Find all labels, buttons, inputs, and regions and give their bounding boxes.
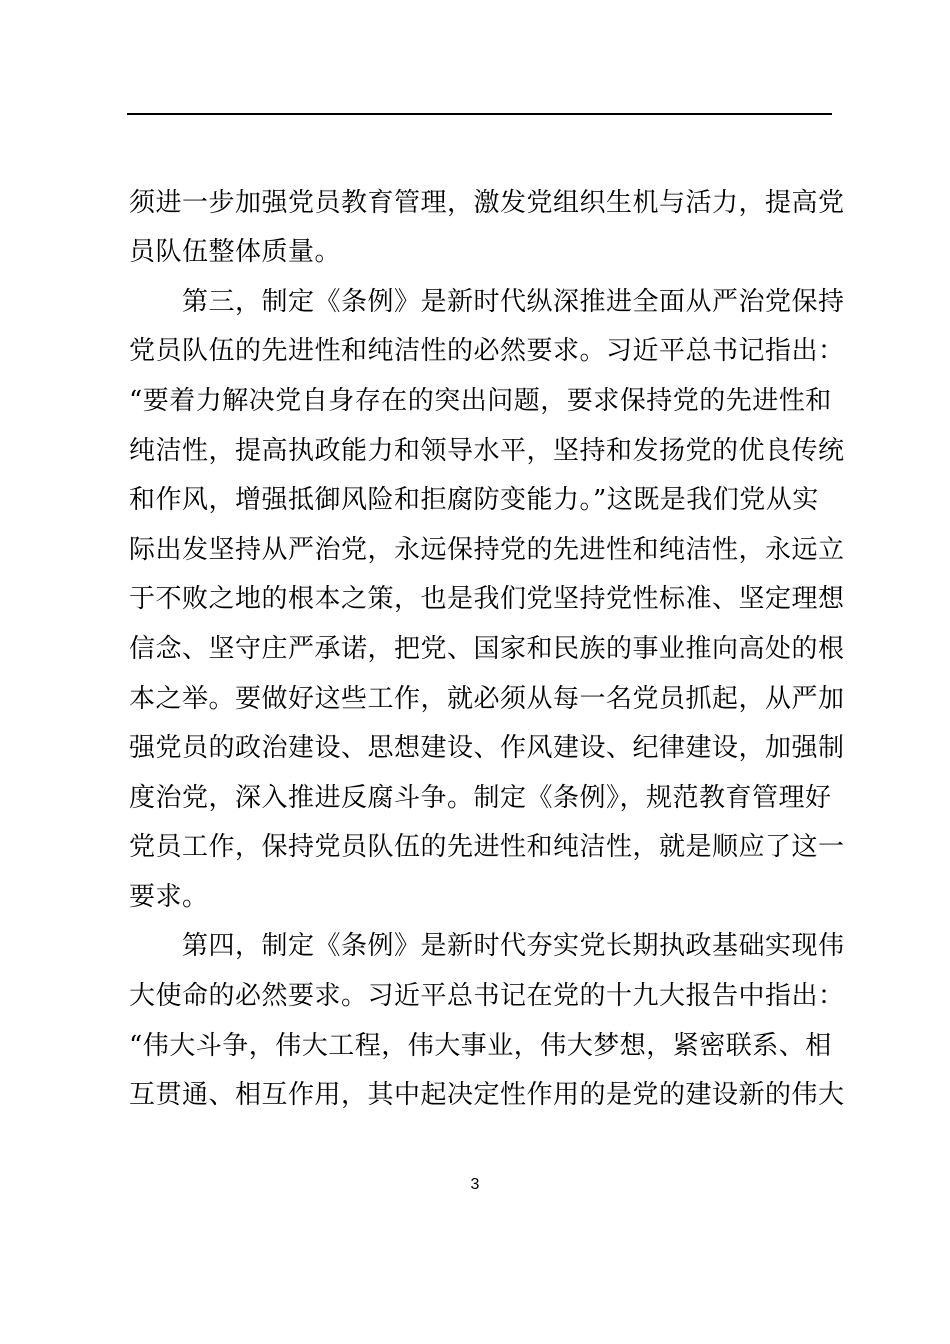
text-line: 党员工作，保持党员队伍的先进性和纯洁性，就是顺应了这一	[129, 832, 845, 862]
text-line: 度治党，深入推进反腐斗争。制定《条例》，规范教育管理好	[129, 783, 832, 813]
text-line: 于不败之地的根本之策，也是我们党坚持党性标准、坚定理想	[129, 584, 845, 614]
text-line: 强党员的政治建设、思想建设、作风建设、纪律建设，加强制	[129, 733, 845, 763]
text-line: 和作风，增强抵御风险和拒腐防变能力。”这既是我们党从实	[129, 485, 819, 515]
text-line: 第三，制定《条例》是新时代纵深推进全面从严治党保持	[129, 287, 845, 317]
text-line: 信念、坚守庄严承诺，把党、国家和民族的事业推向高处的根	[129, 634, 845, 664]
text-line: 互贯通、相互作用，其中起决定性作用的是党的建设新的伟大	[129, 1080, 845, 1110]
text-line: “伟大斗争，伟大工程，伟大事业，伟大梦想，紧密联系、相	[129, 1031, 832, 1061]
text-line: 要求。	[129, 882, 209, 912]
text-line: 员队伍整体质量。	[129, 237, 342, 267]
text-line: 际出发坚持从严治党，永远保持党的先进性和纯洁性，永远立	[129, 535, 845, 565]
text-line: 第四，制定《条例》是新时代夯实党长期执政基础实现伟	[129, 931, 845, 961]
text-line: 本之举。要做好这些工作，就必须从每一名党员抓起，从严加	[129, 684, 845, 714]
text-line: 纯洁性，提高执政能力和领导水平，坚持和发扬党的优良传统	[129, 436, 845, 466]
page-number: 3	[470, 1176, 480, 1193]
text-line: 党员队伍的先进性和纯洁性的必然要求。习近平总书记指出：	[129, 336, 845, 366]
text-line: 大使命的必然要求。习近平总书记在党的十九大报告中指出：	[129, 981, 845, 1011]
header-rule	[127, 113, 832, 115]
text-line: 须进一步加强党员教育管理，激发党组织生机与活力，提高党	[129, 188, 845, 218]
text-line: “要着力解决党自身存在的突出问题，要求保持党的先进性和	[129, 386, 832, 416]
